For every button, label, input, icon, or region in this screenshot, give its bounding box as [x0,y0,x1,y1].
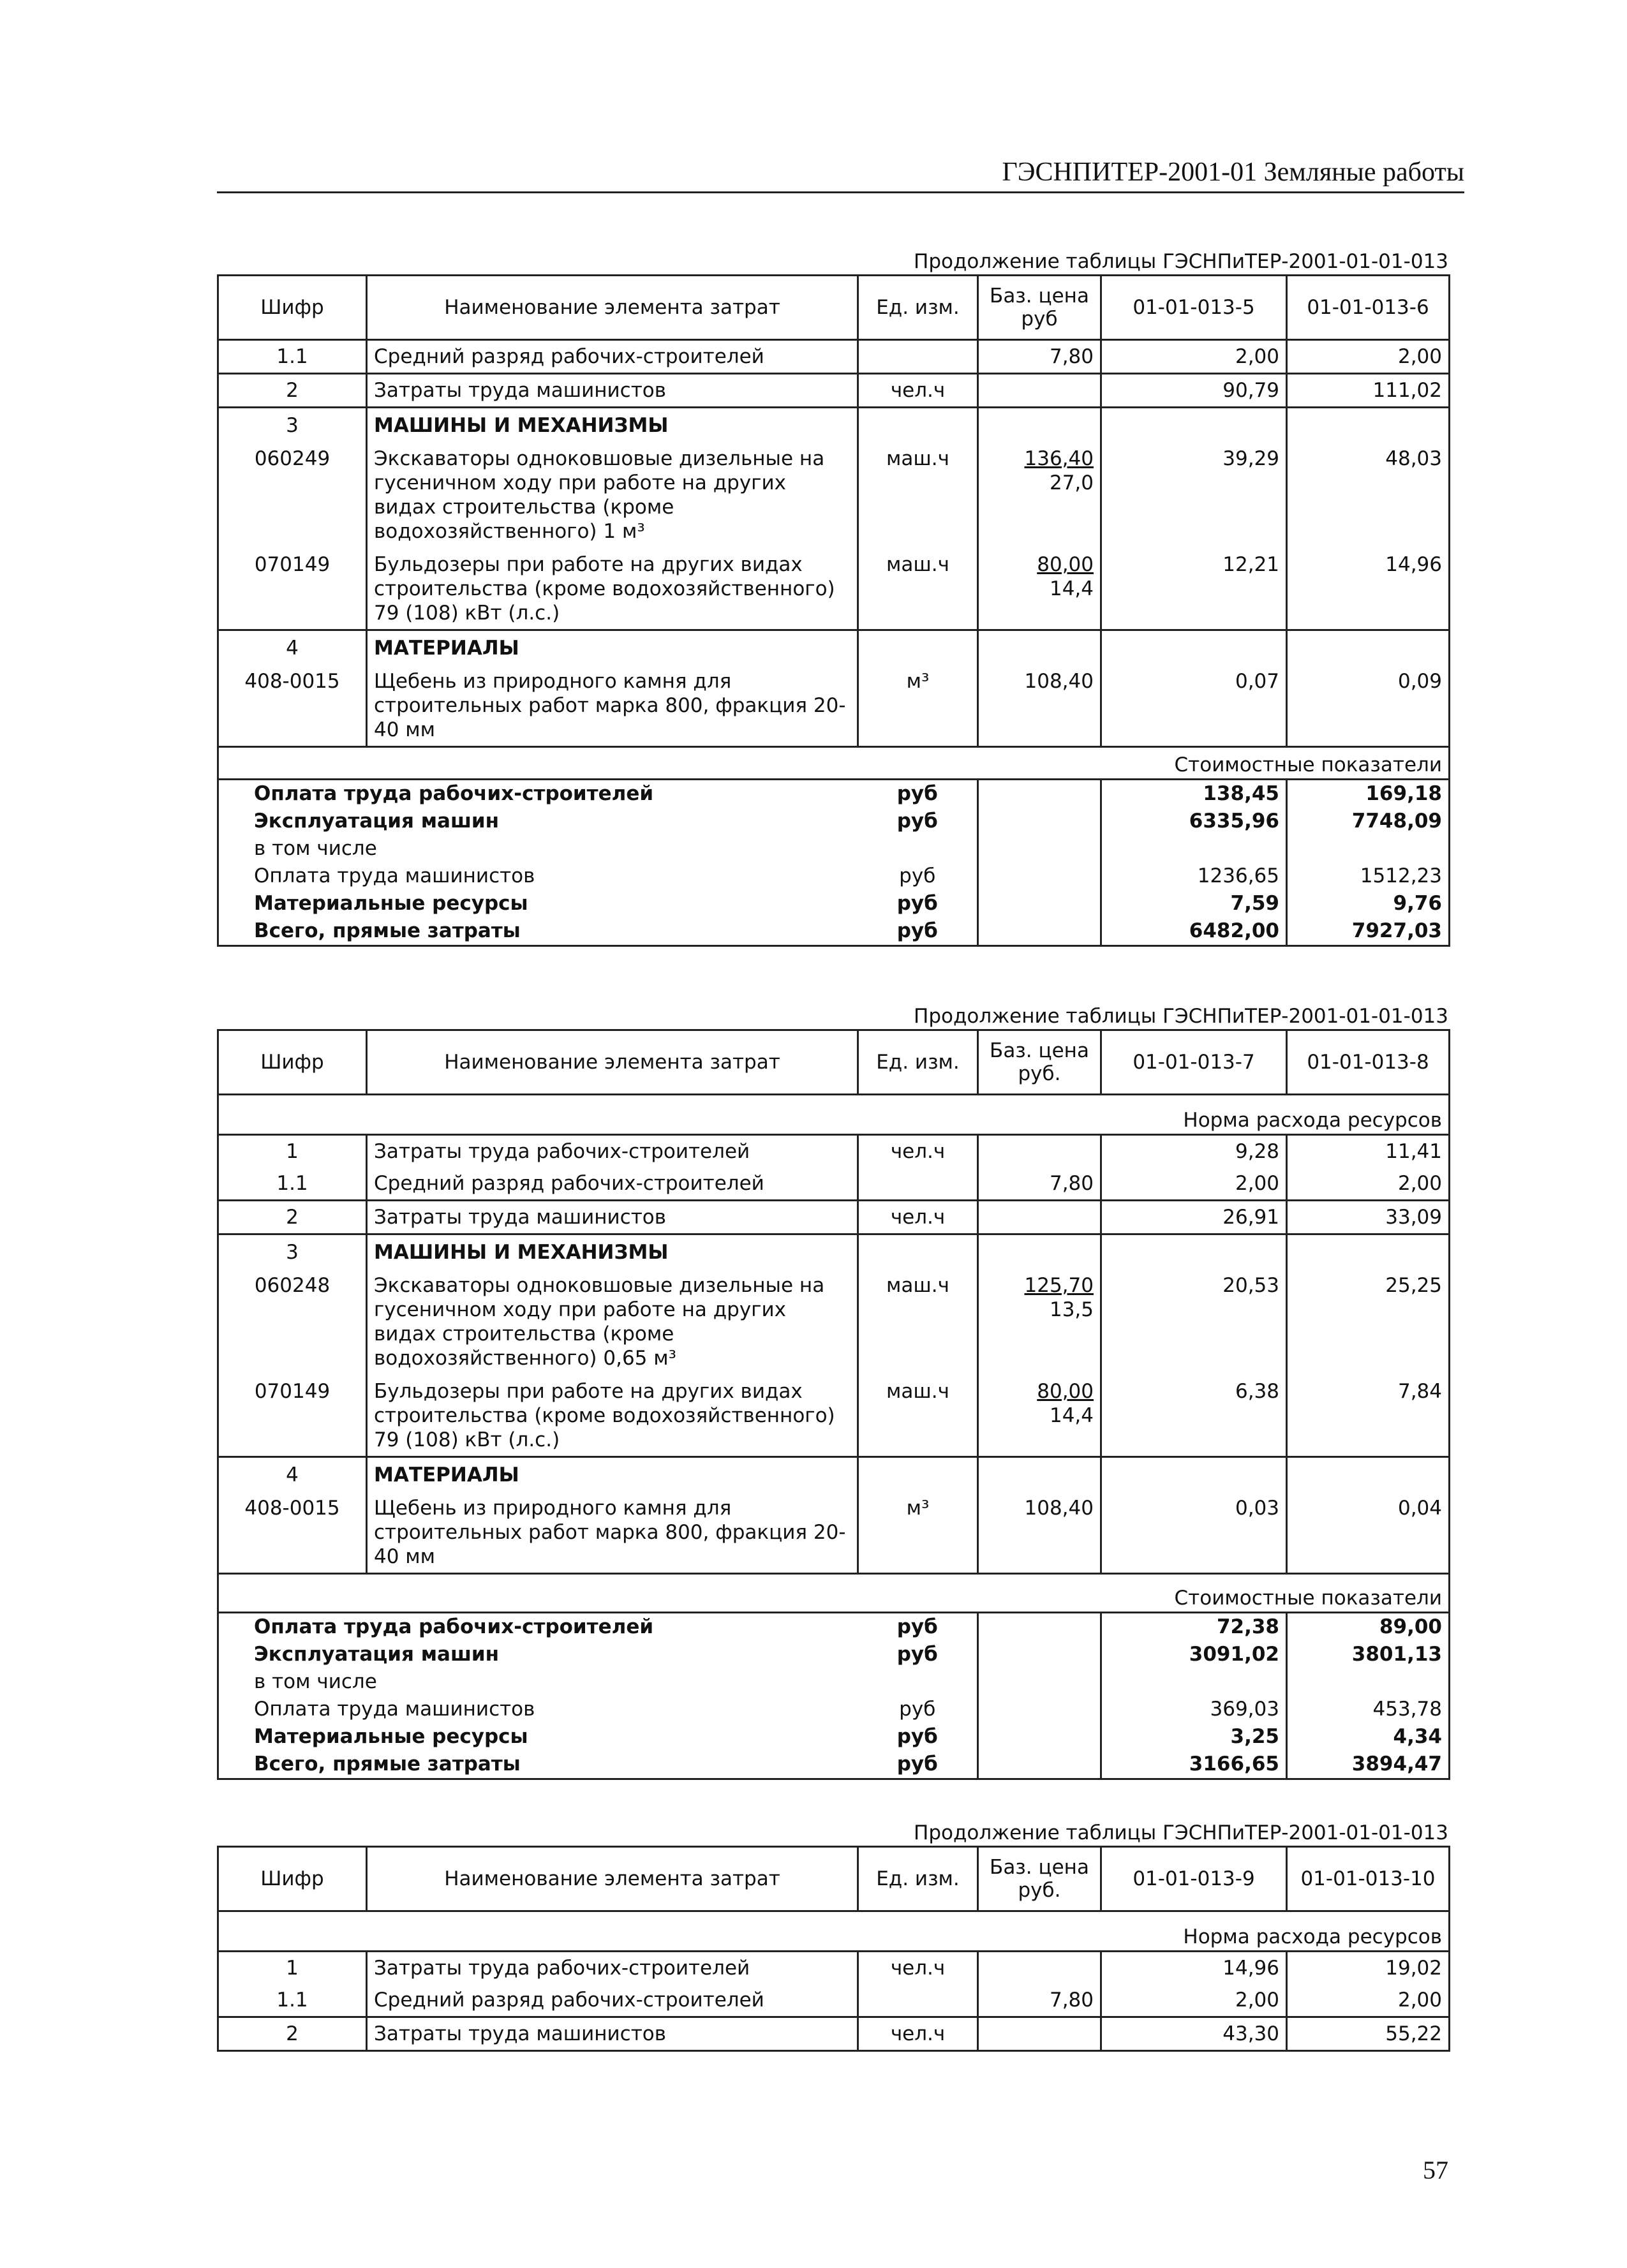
price-secondary: 27,0 [1049,471,1094,494]
row-name: Бульдозеры при работе на других видах строительства (кроме водохозяйственного) 79 (108) кВт (л.с.) [367,547,858,630]
row-code: 4 [218,1457,367,1492]
price-main: 108,40 [1024,1497,1094,1520]
total-value-b: 1512,23 [1287,863,1450,890]
total-unit [858,1668,978,1696]
total-value-a: 138,45 [1101,780,1287,808]
total-value-b: 4,34 [1287,1723,1450,1751]
cost-label: Стоимостные показатели [218,747,1450,780]
page-number: 57 [1423,2156,1448,2184]
total-unit: руб [899,1698,936,1721]
total-value-b: 169,18 [1287,780,1450,808]
row-name: Бульдозеры при работе на других видах строительства (кроме водохозяйственного) 79 (108) кВт (л.с.) [367,1374,858,1457]
total-name: в том числе [218,1668,858,1696]
row-name: Средний разряд рабочих-строителей [367,340,858,374]
total-value-b: 453,78 [1287,1696,1450,1723]
row-value-b [1287,408,1450,442]
row-price [978,2017,1101,2051]
col-name: Наименование элемента затрат [367,1847,858,1911]
total-value-b: 7748,09 [1287,808,1450,835]
row-unit [858,1984,978,2017]
total-unit: руб [896,1643,938,1666]
table-row [218,1952,1450,1985]
table-block-3 [217,1820,1448,2052]
row-code: 3 [218,408,367,442]
page-header: ГЭСНПИТЕР-2001-01 Земляные работы [1002,158,1464,187]
cost-label-row [218,747,1450,780]
row-value-b: 14,96 [1287,547,1450,630]
total-unit: руб [896,1725,938,1748]
row-value-b [1287,1234,1450,1269]
row-unit [858,1457,978,1492]
resource-table [217,1029,1450,1780]
table-caption: Продолжение таблицы ГЭСНПиТЕР-2001-01-01-013 [914,1821,1448,1844]
price-main: 125,70 [1024,1274,1094,1297]
row-price [978,1491,1101,1574]
row-unit: чел.ч [858,1201,978,1234]
row-unit: чел.ч [858,2017,978,2051]
row-code: 408-0015 [218,1491,367,1574]
row-unit: м³ [858,664,978,747]
col-a: 01-01-013-5 [1101,276,1287,340]
row-unit: чел.ч [858,374,978,408]
row-code: 060249 [218,441,367,547]
total-value-a: 3091,02 [1101,1641,1287,1668]
row-code: 1 [218,1952,367,1985]
row-price [978,1457,1101,1492]
price-secondary: 14,4 [1049,577,1094,600]
col-price: Баз. цена руб. [978,1847,1101,1911]
col-price: Баз. цена руб. [978,1030,1101,1095]
table-row [218,2017,1450,2051]
total-name: Материальные ресурсы [218,1723,858,1751]
row-name: Затраты труда машинистов [367,374,858,408]
col-name: Наименование элемента затрат [367,1030,858,1095]
table-row [218,1201,1450,1234]
total-unit: руб [896,782,938,805]
total-unit: руб [899,864,936,887]
col-a: 01-01-013-9 [1101,1847,1287,1911]
col-b: 01-01-013-6 [1287,276,1450,340]
price-main: 7,80 [1049,1989,1094,2012]
total-name: Оплата труда рабочих-строителей [218,780,858,808]
col-name: Наименование элемента затрат [367,276,858,340]
row-value-a: 43,30 [1101,2017,1287,2051]
row-name: Затраты труда машинистов [367,1201,858,1234]
col-b: 01-01-013-10 [1287,1847,1450,1911]
total-row [218,1751,1450,1779]
row-price [978,1234,1101,1269]
row-name: МАТЕРИАЛЫ [367,1457,858,1492]
total-name: Оплата труда рабочих-строителей [218,1613,858,1642]
table-row [218,1167,1450,1201]
table-row [218,664,1450,747]
row-value-a [1101,1234,1287,1269]
section-row [218,1234,1450,1269]
total-value-a: 6482,00 [1101,917,1287,946]
table-row [218,340,1450,374]
total-row [218,1696,1450,1723]
header-row [218,276,1450,340]
price-main: 7,80 [1049,1172,1094,1195]
row-price [978,340,1101,374]
row-code: 070149 [218,547,367,630]
row-price [978,1984,1101,2017]
table-caption: Продолжение таблицы ГЭСНПиТЕР-2001-01-01-013 [914,250,1448,273]
header-rule [217,191,1464,193]
row-name: Затраты труда рабочих-строителей [367,1952,858,1985]
row-value-a: 2,00 [1101,1167,1287,1201]
total-value-a: 369,03 [1101,1696,1287,1723]
total-row [218,1723,1450,1751]
row-price [978,664,1101,747]
row-value-a: 0,07 [1101,664,1287,747]
col-a: 01-01-013-7 [1101,1030,1287,1095]
norm-label-row [218,1911,1450,1952]
table-caption: Продолжение таблицы ГЭСНПиТЕР-2001-01-01-013 [914,1005,1448,1028]
row-price [978,547,1101,630]
total-row [218,1641,1450,1668]
section-row [218,408,1450,442]
table-row [218,1491,1450,1574]
row-value-b: 55,22 [1287,2017,1450,2051]
total-name: Всего, прямые затраты [218,1751,858,1779]
row-value-b: 2,00 [1287,340,1450,374]
total-value-a [1101,1668,1287,1696]
row-value-b: 111,02 [1287,374,1450,408]
price-main: 80,00 [1037,553,1094,576]
header-row [218,1030,1450,1095]
resource-table [217,1846,1450,2052]
row-name: Средний разряд рабочих-строителей [367,1984,858,2017]
row-price [978,1952,1101,1985]
row-unit: м³ [858,1491,978,1574]
row-name: Щебень из природного камня для строительных работ марка 800, фракция 20-40 мм [367,664,858,747]
row-unit [858,408,978,442]
total-value-b: 3894,47 [1287,1751,1450,1779]
row-unit [858,340,978,374]
total-unit: руб [858,917,978,946]
row-value-b: 7,84 [1287,1374,1450,1457]
row-name: Затраты труда рабочих-строителей [367,1135,858,1168]
total-name: Эксплуатация машин [218,808,858,835]
total-value-a: 6335,96 [1101,808,1287,835]
total-value-b: 9,76 [1287,890,1450,917]
table-row [218,1374,1450,1457]
table-row [218,1135,1450,1168]
row-value-b [1287,630,1450,665]
row-name: МАШИНЫ И МЕХАНИЗМЫ [367,1234,858,1269]
row-unit: маш.ч [858,441,978,547]
row-value-a: 12,21 [1101,547,1287,630]
row-value-a [1101,408,1287,442]
row-value-b: 0,04 [1287,1491,1450,1574]
row-value-b: 2,00 [1287,1167,1450,1201]
total-name: Эксплуатация машин [218,1641,858,1668]
row-code: 070149 [218,1374,367,1457]
row-code: 2 [218,374,367,408]
total-value-b [1287,1668,1450,1696]
row-code: 060248 [218,1268,367,1374]
norm-label: Норма расхода ресурсов [218,1911,1450,1952]
row-unit: чел.ч [858,1135,978,1168]
table-row [218,1984,1450,2017]
row-value-b: 11,41 [1287,1135,1450,1168]
price-secondary: 14,4 [1049,1404,1094,1427]
row-price [978,1135,1101,1168]
row-price [978,408,1101,442]
total-row [218,1668,1450,1696]
price-secondary: 13,5 [1049,1298,1094,1321]
price-main: 108,40 [1024,670,1094,693]
row-name: МАТЕРИАЛЫ [367,630,858,665]
row-code: 2 [218,1201,367,1234]
total-value-a: 3166,65 [1101,1751,1287,1779]
total-value-b: 7927,03 [1287,917,1450,946]
section-row [218,630,1450,665]
total-value-b: 3801,13 [1287,1641,1450,1668]
total-row [218,917,1450,946]
table-row [218,1268,1450,1374]
total-name: Оплата труда машинистов [218,863,858,890]
row-price [978,1167,1101,1201]
row-code: 1 [218,1135,367,1168]
row-unit: маш.ч [858,1374,978,1457]
section-row [218,1457,1450,1492]
row-value-b [1287,1457,1450,1492]
total-row [218,863,1450,890]
row-value-a: 14,96 [1101,1952,1287,1985]
col-code: Шифр [218,276,367,340]
total-unit: руб [896,1615,938,1638]
total-name: Оплата труда машинистов [218,1696,858,1723]
row-code: 2 [218,2017,367,2051]
total-unit: руб [896,892,938,915]
row-code: 1.1 [218,340,367,374]
row-unit [858,1234,978,1269]
resource-table [217,274,1450,947]
total-value-a: 72,38 [1101,1613,1287,1642]
total-value-a: 1236,65 [1101,863,1287,890]
total-name: в том числе [218,835,858,863]
total-unit [858,835,978,863]
row-price [978,1268,1101,1374]
row-name: МАШИНЫ И МЕХАНИЗМЫ [367,408,858,442]
total-name: Всего, прямые затраты [218,917,858,946]
row-value-b: 25,25 [1287,1268,1450,1374]
total-value-a [1101,835,1287,863]
row-name: Экскаваторы одноковшовые дизельные на гусеничном ходу при работе на других видах строительства (кроме водохозяйственного) 1 м³ [367,441,858,547]
total-unit: руб [858,1751,978,1779]
row-unit: чел.ч [858,1952,978,1985]
row-code: 4 [218,630,367,665]
row-price [978,1374,1101,1457]
table-row [218,547,1450,630]
row-value-b: 48,03 [1287,441,1450,547]
row-value-a: 20,53 [1101,1268,1287,1374]
price-main: 80,00 [1037,1380,1094,1403]
row-value-a: 2,00 [1101,340,1287,374]
row-unit: маш.ч [858,547,978,630]
header-row [218,1847,1450,1911]
total-row [218,890,1450,917]
col-code: Шифр [218,1030,367,1095]
col-unit: Ед. изм. [858,276,978,340]
row-name: Экскаваторы одноковшовые дизельные на гусеничном ходу при работе на других видах строительства (кроме водохозяйственного) 0,65 м³ [367,1268,858,1374]
row-name: Средний разряд рабочих-строителей [367,1167,858,1201]
row-price [978,630,1101,665]
row-value-b: 2,00 [1287,1984,1450,2017]
price-main: 7,80 [1049,345,1094,368]
row-code: 408-0015 [218,664,367,747]
total-row [218,835,1450,863]
total-value-a: 3,25 [1101,1723,1287,1751]
row-unit [858,1167,978,1201]
table-block-1 [217,249,1448,947]
row-value-a: 9,28 [1101,1135,1287,1168]
total-value-b: 89,00 [1287,1613,1450,1642]
row-code: 1.1 [218,1984,367,2017]
total-value-b [1287,835,1450,863]
row-price [978,374,1101,408]
table-row [218,441,1450,547]
row-value-a: 2,00 [1101,1984,1287,2017]
total-name: Материальные ресурсы [218,890,858,917]
row-value-b: 19,02 [1287,1952,1450,1985]
col-code: Шифр [218,1847,367,1911]
total-unit: руб [896,810,938,833]
row-unit: маш.ч [858,1268,978,1374]
row-value-a [1101,1457,1287,1492]
row-value-a: 26,91 [1101,1201,1287,1234]
price-main: 136,40 [1024,447,1094,470]
total-row [218,780,1450,808]
row-value-a: 6,38 [1101,1374,1287,1457]
cost-label: Стоимостные показатели [218,1574,1450,1613]
col-b: 01-01-013-8 [1287,1030,1450,1095]
norm-label-row [218,1095,1450,1135]
row-unit [858,630,978,665]
norm-label: Норма расхода ресурсов [218,1095,1450,1135]
row-code: 1.1 [218,1167,367,1201]
row-code: 3 [218,1234,367,1269]
total-row [218,1613,1450,1642]
table-block-2 [217,1004,1448,1780]
row-name: Затраты труда машинистов [367,2017,858,2051]
row-value-b: 0,09 [1287,664,1450,747]
total-value-a: 7,59 [1101,890,1287,917]
row-price [978,1201,1101,1234]
col-unit: Ед. изм. [858,1030,978,1095]
col-unit: Ед. изм. [858,1847,978,1911]
row-name: Щебень из природного камня для строительных работ марка 800, фракция 20-40 мм [367,1491,858,1574]
row-price [978,441,1101,547]
total-row [218,808,1450,835]
table-row [218,374,1450,408]
cost-label-row [218,1574,1450,1613]
row-value-a: 0,03 [1101,1491,1287,1574]
col-price: Баз. цена руб [978,276,1101,340]
row-value-a [1101,630,1287,665]
row-value-a: 90,79 [1101,374,1287,408]
row-value-a: 39,29 [1101,441,1287,547]
row-value-b: 33,09 [1287,1201,1450,1234]
